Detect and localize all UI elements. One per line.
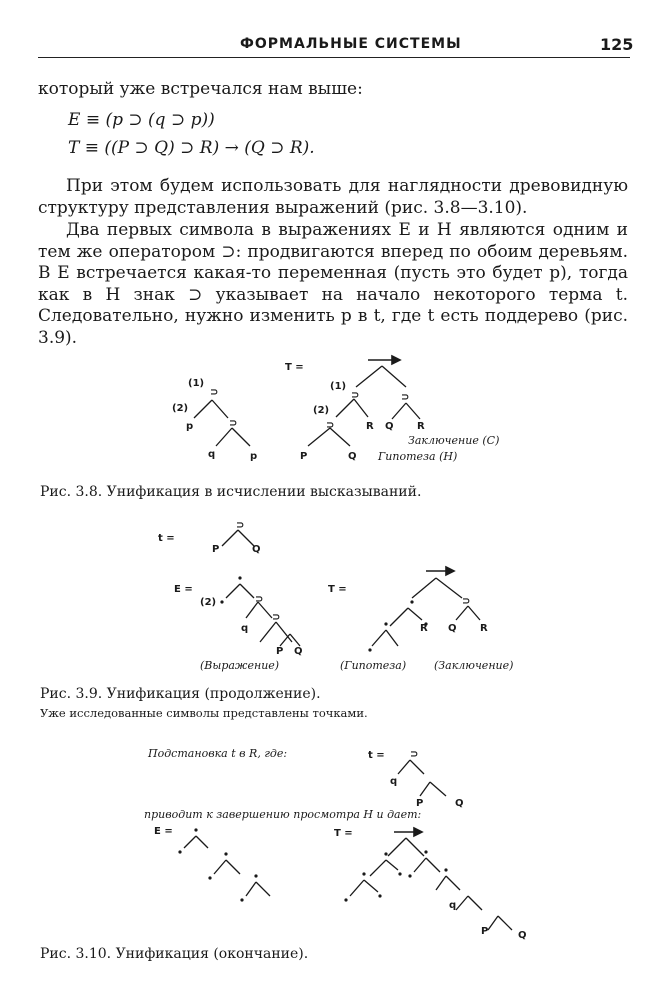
fig39-caption: Рис. 3.9. Унификация (продолжение). [40, 686, 321, 702]
fig310-caption: Рис. 3.10. Унификация (окончание). [40, 946, 309, 962]
fig310-leaf-Q1: Q [455, 798, 464, 809]
paragraph-1: При этом будем использовать для наглядности древовидную структуру представления выражений (рис. 3.8—3.10). [38, 176, 628, 218]
fig39-mark-2: (2) [200, 597, 217, 608]
page-number: 125 [600, 35, 634, 54]
fig38-op-4: ⊃ [401, 392, 410, 403]
fig38-leaf-R1: R [366, 421, 374, 432]
intro-line: который уже встречался нам выше: [38, 79, 363, 99]
fig39-label-expression: (Выражение) [200, 659, 280, 672]
fig38-hypothesis: Гипотеза (Н) [378, 450, 458, 463]
fig39-leaf-R2: R [480, 623, 488, 634]
fig38-mark-1b: (1) [330, 381, 347, 392]
fig38-mark-2b: (2) [313, 405, 330, 416]
fig310-t-label: t = [368, 750, 385, 761]
fig310-leaf-P1: P [416, 798, 424, 809]
fig38-leaf-p2: p [250, 451, 258, 462]
fig38-leaf-R2: R [417, 421, 425, 432]
fig38-leaf-Q1: Q [385, 421, 394, 432]
fig39-subcaption: Уже исследованные символы представлены точками. [40, 706, 368, 720]
fig310-leaf-q1: q [390, 776, 398, 787]
fig39-leaf-Q: Q [252, 544, 261, 555]
fig39-leaf-q: q [241, 623, 249, 634]
fig39-op-e2: ⊃ [272, 612, 281, 623]
fig38-leaf-Q: Q [348, 451, 357, 462]
fig39-label-hypothesis: (Гипотеза) [340, 659, 407, 672]
fig310-e-label: E = [154, 826, 173, 837]
fig310-leaf-P2: P [481, 926, 489, 937]
fig310-t-tree [398, 760, 446, 796]
fig39-op-t: ⊃ [236, 520, 245, 531]
fig38-caption: Рис. 3.8. Унификация в исчислении высказываний. [40, 484, 422, 500]
fig310-substitution: Подстановка t в R, где: [148, 747, 288, 760]
fig38-t-label: T = [285, 362, 304, 373]
fig310-t2-tree [350, 838, 512, 930]
fig38-leaf-q: q [208, 449, 216, 460]
fig39-leaf-P: P [212, 544, 220, 555]
fig39-t-small-label: t = [158, 533, 175, 544]
formula-e: E ≡ (p ⊃ (q ⊃ p)) [68, 110, 215, 130]
fig39-leaf-R1: R [420, 623, 428, 634]
fig38-conclusion: Заключение (С) [408, 434, 500, 447]
running-header: ФОРМАЛЬНЫЕ СИСТЕМЫ [240, 36, 462, 52]
formula-t: T ≡ ((P ⊃ Q) ⊃ R) → (Q ⊃ R). [68, 138, 315, 158]
fig39-op-e1: ⊃ [255, 594, 264, 605]
fig38-mark-2: (2) [172, 403, 189, 414]
fig38-mark-1: (1) [188, 378, 205, 389]
fig38-op-3: ⊃ [351, 390, 360, 401]
fig38-op-1: ⊃ [210, 387, 219, 398]
fig38-op-5: ⊃ [326, 420, 335, 431]
fig39-label-conclusion: (Заключение) [434, 659, 514, 672]
fig38-left-tree [194, 400, 250, 446]
fig310-leaf-Q2: Q [518, 930, 527, 941]
fig310-op-t: ⊃ [410, 749, 419, 760]
fig310-leads: приводит к завершению просмотра H и дает: [144, 808, 422, 821]
fig39-leaf-Q2: Q [294, 646, 303, 657]
fig38-leaf-p1: p [186, 421, 194, 432]
fig39-leaf-Q3: Q [448, 623, 457, 634]
fig39-t-tree [222, 530, 254, 546]
fig38-op-2: ⊃ [229, 418, 238, 429]
explored-dots [178, 576, 447, 901]
paragraph-2: Два первых символа в выражениях E и H являются одним и тем же оператором ⊃: продвигаются вперед по обоим деревьям. В E встречается какая-то переменная (пусть это будет p), тогда как в H знак ⊃ указывает на начало некоторого терма t. Следовательно, нужно изменить p в t, где t есть поддерево (рис. 3.9). [38, 220, 628, 348]
fig310-t2-label: T = [334, 828, 353, 839]
fig39-op-t2: ⊃ [462, 596, 471, 607]
fig39-t-label: T = [328, 584, 347, 595]
fig38-leaf-P: P [300, 451, 308, 462]
fig39-t2-tree [372, 578, 480, 646]
fig310-e-tree [184, 836, 270, 896]
fig39-leaf-P2: P [276, 646, 284, 657]
fig310-leaf-q2: q [449, 900, 457, 911]
fig39-e-label: E = [174, 584, 193, 595]
